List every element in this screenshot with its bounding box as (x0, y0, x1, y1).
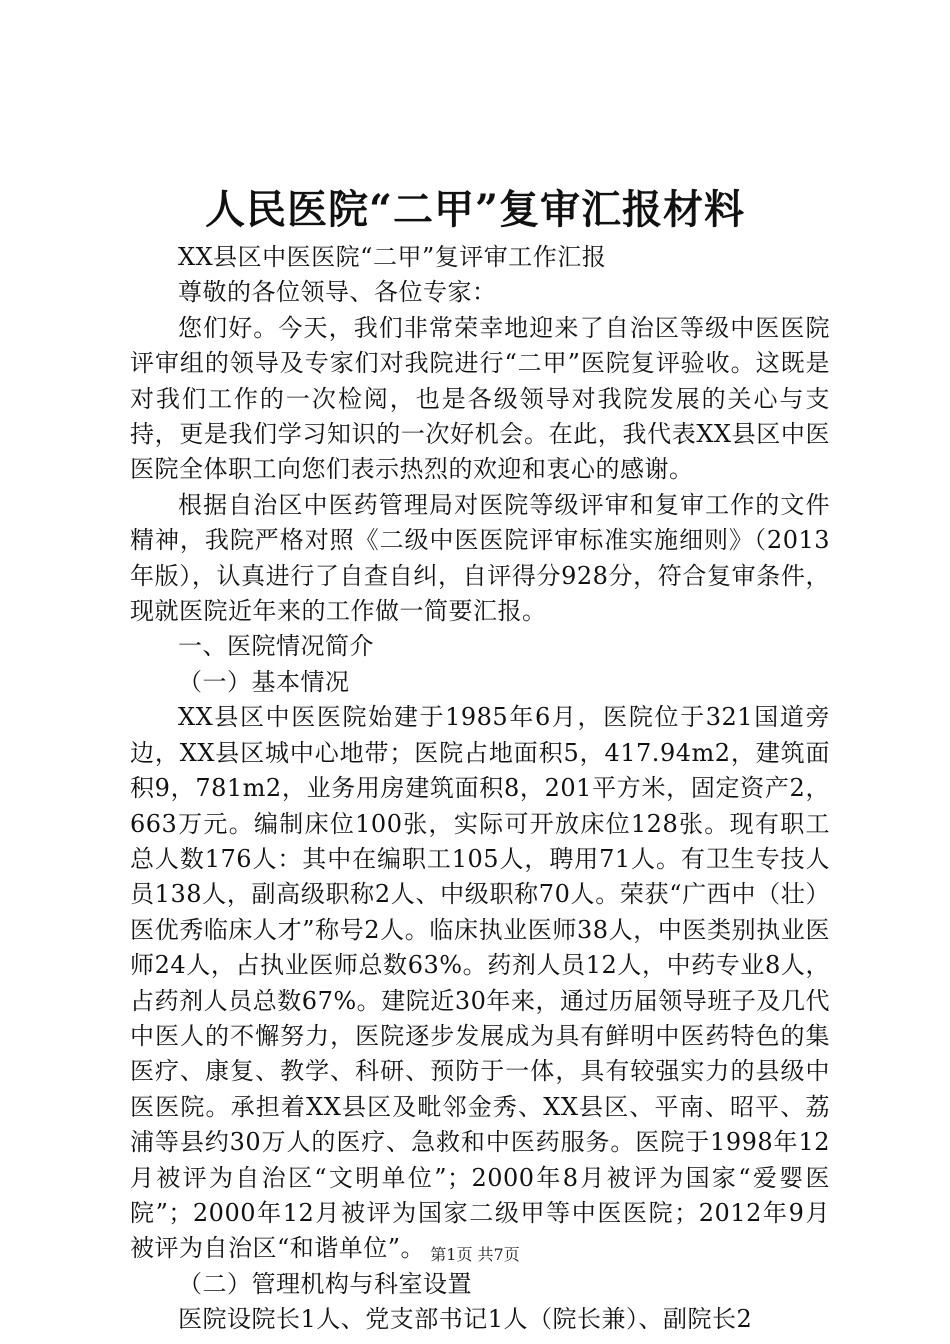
salutation-paragraph: 尊敬的各位领导、各位专家： (178, 278, 497, 307)
subtitle-paragraph: XX县区中医医院“二甲”复评审工作汇报 (178, 243, 607, 271)
subsection-heading-1: （一）基本情况 (178, 667, 350, 696)
document-title: 人民医院“二甲”复审汇报材料 (204, 186, 745, 233)
purpose-paragraph: 根据自治区中医药管理局对医院等级评审和复审工作的文件精神，我院严格对照《二级中医医院评审标准实施细则》（2013年版），认真进行了自查自纠，自评得分928分，符合复审条件，现就医院近年来的工作做一简要汇报。 (130, 490, 830, 626)
basic-info-paragraph: XX县区中医医院始建于1985年6月，医院位于321国道旁边，XX县区城中心地带；医院占地面积5，417.94m2，建筑面积9，781m2，业务用房建筑面积8，201平方米，固定资产2，663万元。编制床位100张，实际可开放床位128张。现有职工总人数176人：其中在编职工105人，聘用71人。有卫生专技人员138人，副高级职称2人、中级职称70人。荣获“广西中（壮）医优秀临床人才”称号2人。临床执业医师38人，中医类别执业医师24人，占执业医师总数63%。药剂人员12人，中药专业8人，占药剂人员总数67%。建院近30年来，通过历届领导班子及几代中医人的不懈努力，医院逐步发展成为具有鲜明中医药特色的集医疗、康复、教学、科研、预防于一体，具有较强实力的县级中医医院。承担着XX县区及毗邻金秀、XX县区、平南、昭平、荔浦等县约30万人的医疗、急救和中医药服务。医院于1998年12月被评为自治区“文明单位”；2000年8月被评为国家“爱婴医院”；2000年12月被评为国家二级甲等中医医院；2012年9月被评为自治区“和谐单位”。 (130, 703, 830, 1263)
page-footer: 第1页 共7页 (430, 1245, 520, 1264)
greeting-paragraph: 您们好。今天，我们非常荣幸地迎来了自治区等级中医医院评审组的领导及专家们对我院进行“二甲”医院复评验收。这既是对我们工作的一次检阅，也是各级领导对我院发展的关心与支持，更是我们学习知识的一次好机会。在此，我代表XX县区中医医院全体职工向您们表示热烈的欢迎和衷心的感谢。 (130, 313, 830, 484)
section-heading-1: 一、医院情况简介 (178, 632, 374, 661)
management-paragraph: 医院设院长1人、党支部书记1人（院长兼）、副院长2 (178, 1305, 753, 1334)
subsection-heading-2: （二）管理机构与科室设置 (178, 1269, 472, 1298)
document-body (130, 240, 830, 1338)
